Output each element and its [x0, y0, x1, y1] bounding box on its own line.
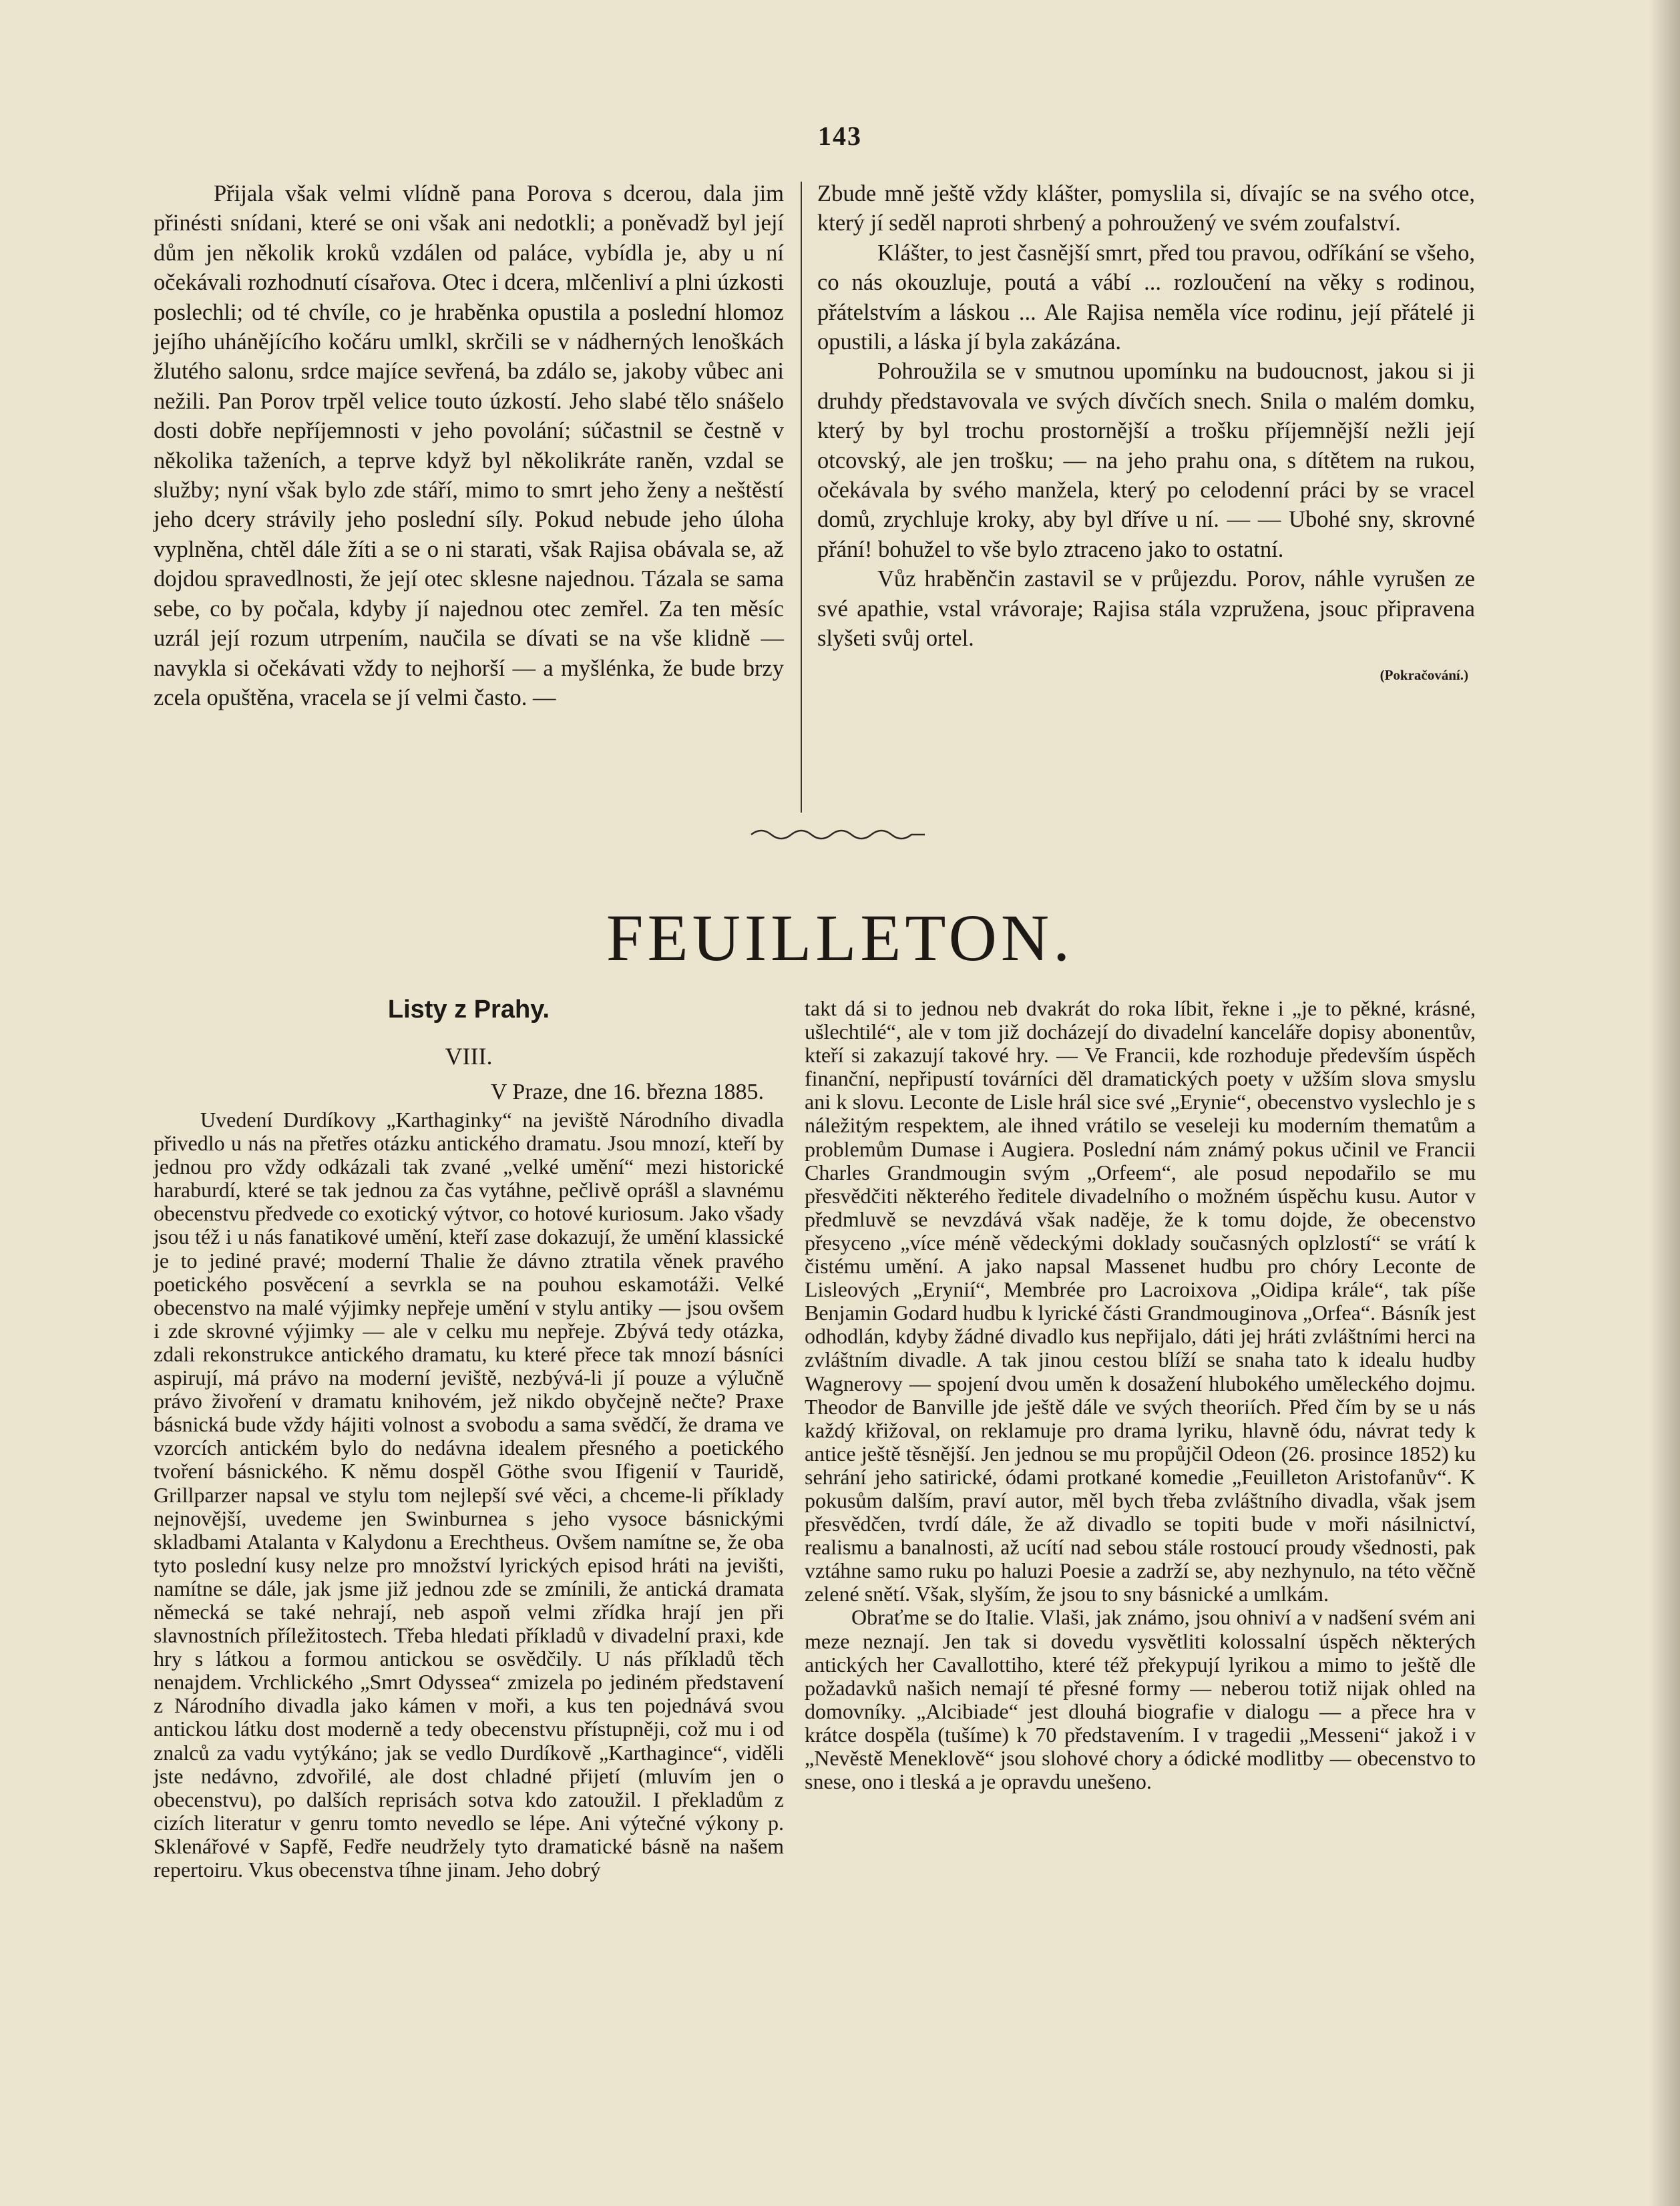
paragraph: Přijala však velmi vlídně pana Porova s dcerou, dala jim přinésti snídani, které se oni však ani nedotkli; a poněvadž byl její dům jen několik kroků vzdálen od paláce, vybídla je, aby u ní očekávali rozhodnutí císařova. Otec i dcera, mlčenliví a plni úzkosti poslechli; od té chvíle, co je hraběnka opustila a poslední hlomoz jejího uhánějícího kočáru umlkl, skrčili se v nádherných lenoškách žlutého salonu, srdce majíce sevřená, ba zdálo se, jakoby vůbec ani nežili. Pan Porov trpěl velice touto úzkostí. Jeho slabé tělo snášelo dosti dobře nepříjemnosti v jeho povolání; súčastnil se čestně v několika taženích, a teprve když byl několikráte raněn, vzdal se služby; nyní však bylo zde stáří, mimo to smrt jeho ženy a neštěstí jeho dcery strávily jeho poslední síly. Pokud nebude jeho úloha vyplněna, chtěl dále žíti a se o ni starati, však Rajisa obávala se, až dojdou spravedlnosti, že její otec sklesne najednou. Tázala se sama sebe, co by počala, kdyby jí najednou otec zemřel. Za ten měsíc uzrál její rozum utrpením, naučila se dívati se na vše klidně — navykla si očekávati vždy to nejhorší — a myšlénka, že bude brzy zcela opuštěna, vracela se jí velmi často. — [154, 181, 784, 710]
paragraph: Pohroužila se v smutnou upomínku na budoucnost, jakou si ji druhdy představovala ve svých dívčích snech. Snila o malém domku, který by byl trochu prostornější a trošku příjemnější nežli její otcovský, ale jen trošku; — na jeho prahu ona, s dítětem na rukou, očekávala by svého manžela, který po celodenní práci by se vracel domů, zrychluje kroky, aby byl dříve u ní. — — Ubohé sny, skrovné přání! bohužel to vše bylo ztraceno jako to ostatní. [817, 359, 1475, 562]
page-edge-shadow [1649, 0, 1680, 2206]
dateline: V Praze, dne 16. března 1885. [490, 1080, 764, 1104]
top-right-column [817, 179, 1475, 690]
continued-note: (Pokračování.) [1380, 666, 1468, 683]
column-divider [801, 182, 802, 813]
feuilleton-right-column [805, 997, 1476, 1793]
feuilleton-heading: FEUILLETON. [606, 901, 1074, 975]
paragraph: Zbude mně ještě vždy klášter, pomyslila si, dívajíc se na svého otce, který jí seděl naproti shrbený a pohroužený ve svém zoufalství. [817, 181, 1475, 236]
top-left-column [154, 179, 784, 712]
paragraph: Vůz hraběnčin zastavil se v průjezdu. Porov, náhle vyrušen ze své apathie, vstal vrávoraje; Rajisa stála vzpružena, jsouc připravena slyšeti svůj ortel. [817, 566, 1475, 652]
page-number: 143 [818, 121, 862, 151]
paragraph: Obraťme se do Italie. Vlaši, jak známo, jsou ohniví a v nadšení svém ani meze neznají. Jen tak si dovedu vysvětliti kolossalní úspěch některých antických her Cavallottiho, které též překypují lyrikou a mimo to ještě dle požadavků našich nemají té přesné formy — neberou totiž nijak ohled na domovníky. „Alcibiade“ jest dlouhá biografie v dialogu — a přece hra v krátce dospěla (tušíme) k 70 představením. I v tragedii „Messeni“ jakož i v „Nevěstě Meneklově“ jsou slohové chory a ódické modlitby — obecenstvo to snese, ono i tleská a je opravdu unešeno. [805, 1605, 1476, 1794]
paragraph: Uvedení Durdíkovy „Karthaginky“ na jeviště Národního divadla přivedlo u nás na přetřes otázku antického dramatu. Jsou mnozí, kteří by jednou pro vždy odkázali tak zvané „velké umění“ mezi historické haraburdí, které se tak jednou za čas vytáhne, pečlivě oprášl a slavnému obecenstvu předvede co exotický výtvor, co hotové kuriosum. Jako všady jsou též i u nás fanatikové umění, kteří zase dokazují, že umění klassické je to jediné pravé; moderní Thalie že dávno ztratila věnek pravého poetického posvěcení a sevrkla se na pouhou eskamotáži. Velké obecenstvo na malé výjimky nepřeje umění v stylu antiky — jsou ovšem i zde skrovné výjimky — ale v celku mu nepřeje. Zbývá tedy otázka, zdali rekonstrukce antického dramatu, ku které přece tak mnozí básníci aspirují, má právo na moderní jeviště, nezbývá-li jí pouze a výlučně právo živoření v dramatu knihovém, jež nikdo obyčejně nečte? Praxe básnická bude vždy hájiti volnost a svobodu a sama svědčí, že drama ve vzorcích antickém bylo do nedávna idealem přesného a poetického tvoření básnického. K němu dospěl Göthe svou Ifigenií v Tauridě, Grillparzer napsal ve stylu tom nejlepší své věci, a chceme-li příklady nejnovější, uvedeme jen Swinburnea s jeho vysoce básnickými skladbami Atalanta v Kalydonu a Erechtheus. Ovšem namítne se, že oba tyto poslední kusy nelze pro množství lyrických episod hráti na jevišti, namítne se dále, jak jsme již jednou zde se zmínili, že antická dramata německá se také nehrají, neb aspoň velmi zřídka hrají jen při slavnostních příležitostech. Třeba hledati příkladů v divadelní praxi, kde hry s látkou a formou antickou se osvědčily. U nás příkladů těch nenajdem. Vrchlického „Smrt Odyssea“ zmizela po jediném představení z Národního divadla jako kámen v moři, a kus ten pojednává svou antickou látku dost moderně a tedy obecenstvu přístupněji, což mu i od znalců za vadu vytýkáno; jak se vedlo Durdíkově „Karthagince“, viděli jste nedávno, zdvořilé, ale dost chladné přijetí (mluvím jen o obecenstvu), po dalších reprisách sotva kdo zatoužil. I překladům z cizích literatur v genru tomto nevedlo se lépe. Ani výtečné výkony p. Sklenářové v Sapfě, Fedře neudržely tyto dramatické básně na našem repertoiru. Vkus obecenstva tíhne jinam. Jeho dobrý [154, 1108, 784, 1882]
letter-number: VIII. [445, 1043, 493, 1070]
feuilleton-left-column [154, 994, 784, 1882]
wavy-rule-ornament-icon [748, 823, 928, 843]
letter-title: Listy z Prahy. [387, 996, 550, 1024]
paragraph: takt dá si to jednou neb dvakrát do roka líbit, řekne i „je to pěkné, krásné, ušlechtilé“, ale v tom již docházejí do divadelní kanceláře dopisy abonentův, kteří si zakazují takové hry. — Ve Francii, kde rozhoduje především úspěch finanční, nepřipustí továrníci děl dramatických poety v užším slova smyslu ani k slovu. Leconte de Lisle hrál sice své „Erynie“, obecenstvo vyslechlo je s náležitým respektem, ale ihned vrátilo se veseleji ku moderním thematům a problemům Dumase i Augiera. Poslední nám známý pokus učinil ve Francii Charles Grandmougin svým „Orfeem“, ale posud nepodařilo se mu přesvědčiti některého ředitele divadelního o možném úspěchu kusu. Autor v předmluvě se nevzdává však naděje, že k tomu dojde, že obecenstvo přesyceno „více méně vědeckými doklady současných oplzlostí“ se vrátí k čistému umění. A jako napsal Massenet hudbu pro chóry Leconte de Lisleových „Erynií“, Membrée pro Lacroixova „Oidipa krále“, tak píše Benjamin Godard hudbu k lyrické části Grandmouginova „Orfea“. Básník jest odhodlán, kdyby žádné divadlo kus nepřijalo, dáti jej hráti zvláštními herci na zvláštním divadle. A tak jinou cestou blíží se snaha tato k idealu hudby Wagnerovy — spojení dvou uměn k dosažení hlubokého uměleckého dojmu. Theodor de Banville jde ještě dále ve svých theoriích. Před čím by se u nás každý křižoval, on reklamuje pro drama lyriku, hlavně ódu, návrat tedy k antice ještě těsnější. Jen jednou se mu propůjčil Odeon (26. prosince 1852) ku sehrání jeho satirické, ódami protkané komedie „Feuilleton Aristofanův“. K pokusům dalším, praví autor, měl bych třeba zvláštního divadla, však jsem přesvědčen, tvrdí dále, že až divadlo se topiti bude v moři násilnictví, realismu a banalnosti, až ucítí nad sebou stále rostoucí proudy všednosti, pak vztáhne samo ruku po haluzi Poesie a zadrží se, aby nezhynulo, na této věčně zelené snětí. Však, slyším, že jsou to sny básnické a umlkám. [805, 996, 1476, 1606]
paragraph: Klášter, to jest časnější smrt, před tou pravou, odříkání se všeho, co nás okouzluje, poutá a vábí ... rozloučení na věky s rodinou, přátelstvím a láskou ... Ale Rajisa neměla více rodinu, její přátelé ji opustili, a láska jí byla zakázána. [817, 240, 1475, 355]
